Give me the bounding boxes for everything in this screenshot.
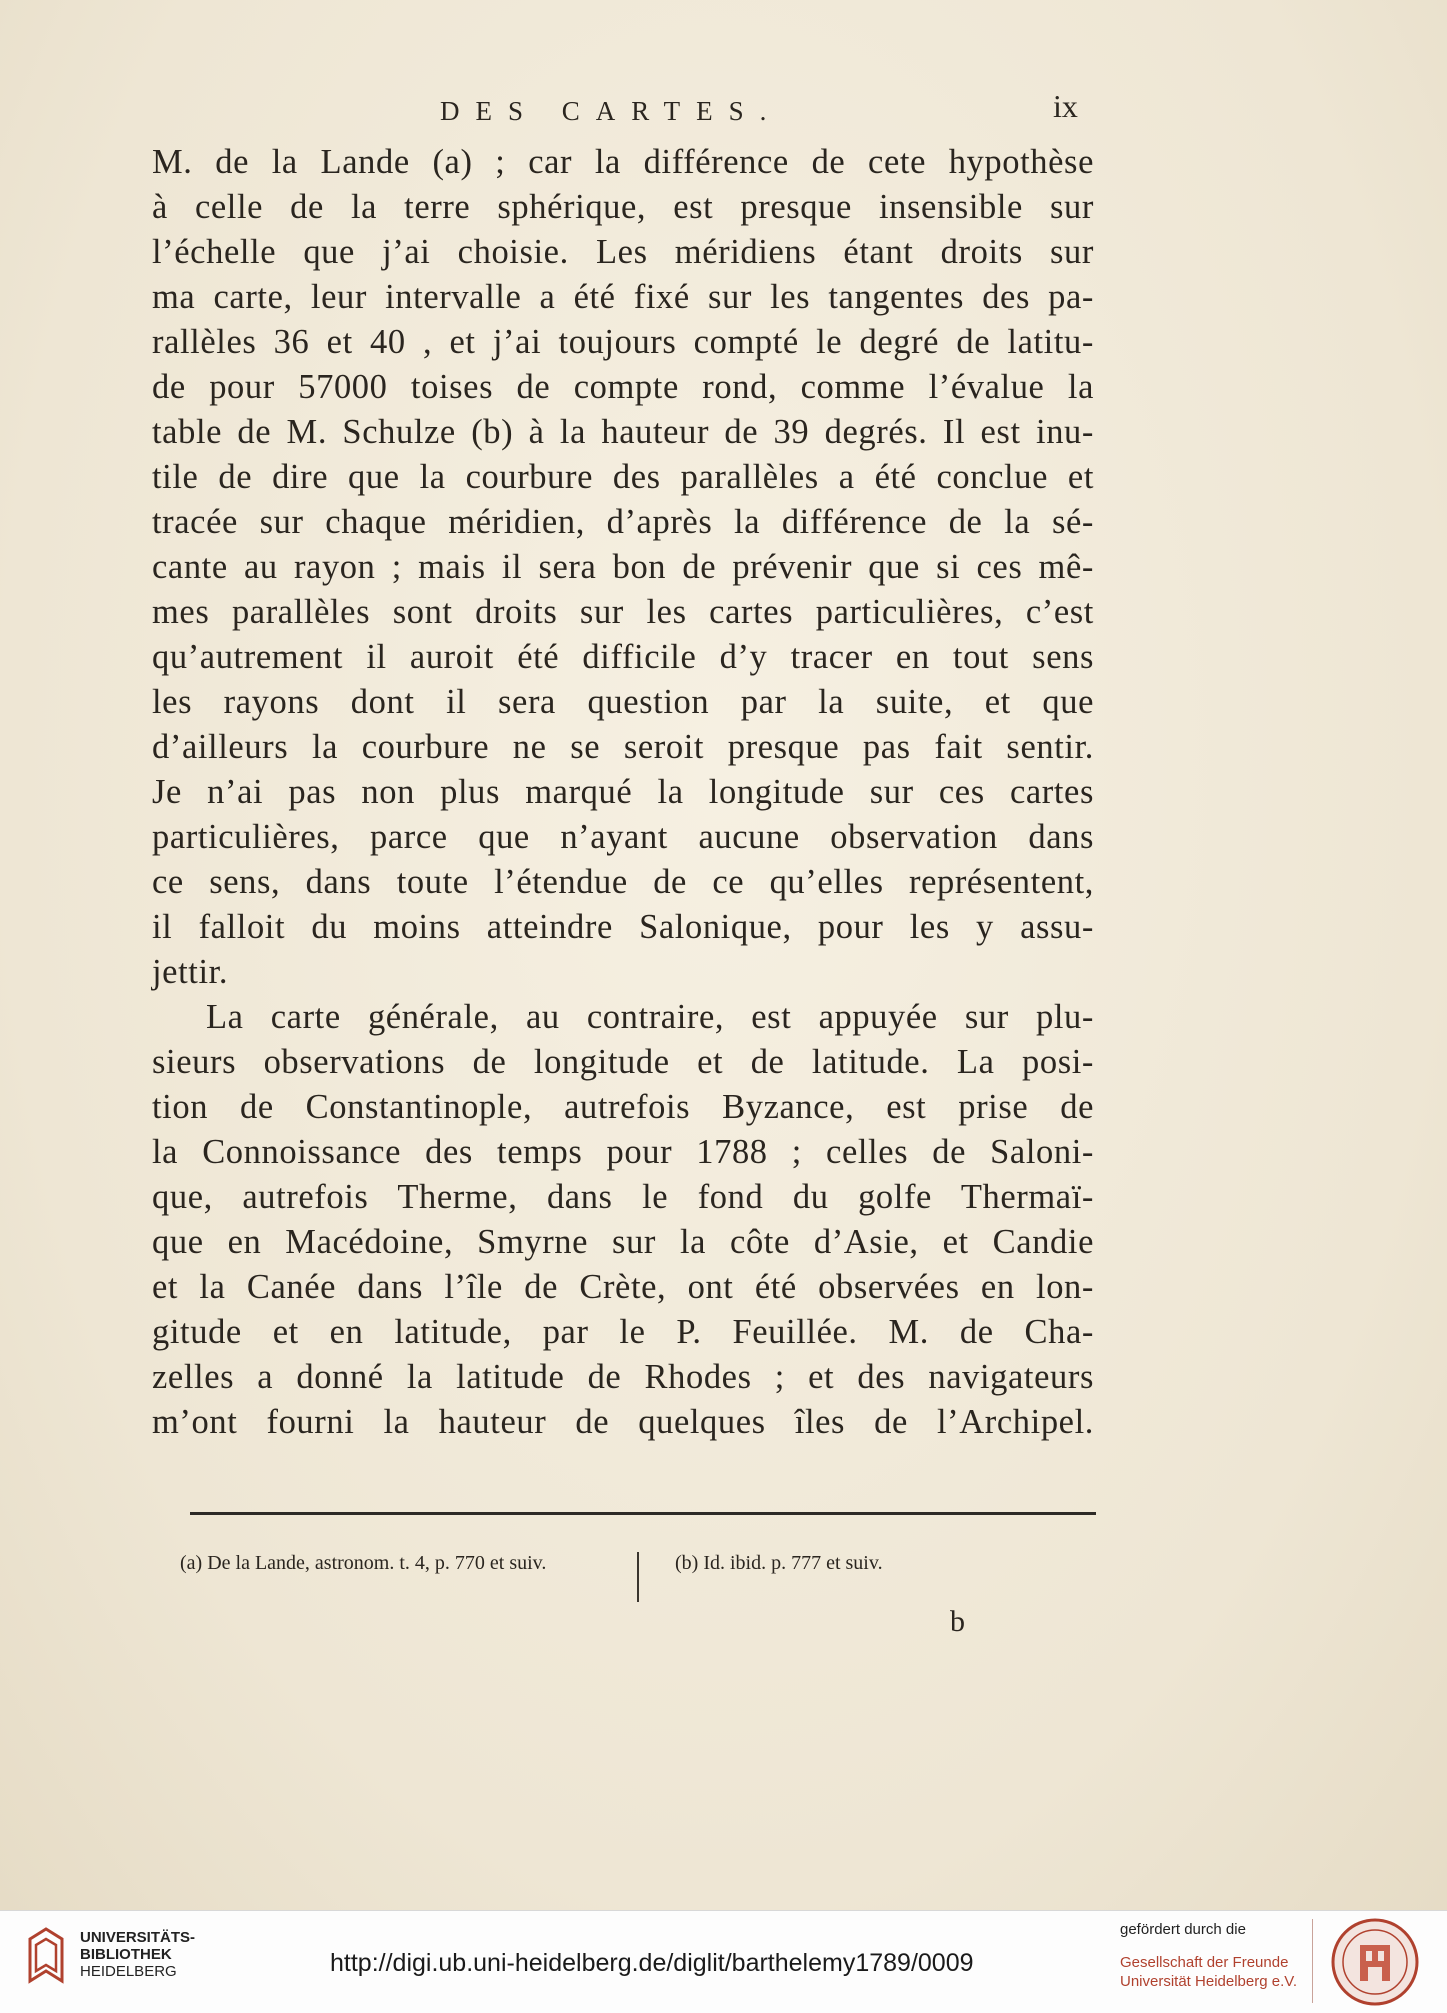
sponsor-line: Universität Heidelberg e.V. [1120,1973,1298,1990]
text-line: particulières, parce que n’ayant aucune observation dans [152,818,1094,856]
library-name [80,1929,195,1980]
permalink-url[interactable]: http://digi.ub.uni-heidelberg.de/diglit/barthelemy1789/0009 [330,1949,974,1977]
text-line: sieurs observations de longitude et de latitude. La posi- [152,1043,1094,1081]
library-line: HEIDELBERG [80,1963,177,1980]
text-line: jettir. [152,953,229,991]
text-line: il falloit du moins atteindre Salonique, pour les y assu- [152,908,1094,946]
text-line: que en Macédoine, Smyrne sur la côte d’Asie, et Candie [152,1223,1094,1261]
signature-mark: b [950,1605,965,1638]
sponsor-line: Gesellschaft der Freunde [1120,1954,1289,1971]
sponsor-name [1120,1953,1297,1991]
text-line: tion de Constantinople, autrefois Byzance, est prise de [152,1088,1094,1126]
text-line: ce sens, dans toute l’étendue de ce qu’elles représentent, [152,863,1094,901]
text-line: de pour 57000 toises de compte rond, comme l’évalue la [152,368,1094,406]
footnote-a: (a) De la Lande, astronom. t. 4, p. 770 et suiv. [180,1552,547,1574]
text-line: m’ont fourni la hauteur de quelques îles de l’Archipel. [152,1403,1094,1441]
text-line: tile de dire que la courbure des parallèles a été conclue et [152,458,1094,496]
text-line: les rayons dont il sera question par la suite, et que [152,683,1094,721]
page-number: ix [1053,88,1078,124]
library-line: BIBLIOTHEK [80,1946,172,1963]
text-line: gitude et en latitude, par le P. Feuillée. M. de Cha- [152,1313,1094,1351]
running-head: DES CARTES. [440,96,783,126]
text-line: Je n’ai pas non plus marqué la longitude sur ces cartes [152,773,1094,811]
library-line: UNIVERSITÄTS- [80,1929,196,1946]
text-line: rallèles 36 et 40 , et j’ai toujours compté le degré de latitu- [152,323,1094,361]
text-line: qu’autrement il auroit été difficile d’y tracer en tout sens [152,638,1094,676]
text-line: tracée sur chaque méridien, d’après la différence de la sé- [152,503,1094,541]
text-line: à celle de la terre sphérique, est presque insensible sur [152,188,1094,226]
library-logo-icon [24,1925,68,1985]
text-line: et la Canée dans l’île de Crète, ont été observées en lon- [152,1268,1094,1306]
text-line: que, autrefois Therme, dans le fond du golfe Thermaï- [152,1178,1094,1216]
text-line: ma carte, leur intervalle a été fixé sur les tangentes des pa- [152,278,1094,316]
text-line: mes parallèles sont droits sur les cartes particulières, c’est [152,593,1094,631]
text-line: La carte générale, au contraire, est appuyée sur plu- [206,998,1094,1036]
sponsor-label: gefördert durch die [1120,1921,1246,1938]
footer-bar [0,1910,1447,2013]
body-text [152,140,1094,1445]
footnote-divider [637,1552,639,1602]
text-line: la Connoissance des temps pour 1788 ; celles de Saloni- [152,1133,1094,1171]
text-line: zelles a donné la latitude de Rhodes ; et des navigateurs [152,1358,1094,1396]
university-seal-icon [1330,1917,1420,2007]
footnote-rule [190,1512,1096,1515]
footer-divider [1312,1919,1313,2003]
text-line: M. de la Lande (a) ; car la différence de cete hypothèse [152,143,1094,181]
text-line: cante au rayon ; mais il sera bon de prévenir que si ces mê- [152,548,1094,586]
text-line: l’échelle que j’ai choisie. Les méridiens étant droits sur [152,233,1094,271]
footnote-b: (b) Id. ibid. p. 777 et suiv. [675,1552,883,1574]
text-line: table de M. Schulze (b) à la hauteur de 39 degrés. Il est inu- [152,413,1094,451]
text-line: d’ailleurs la courbure ne se seroit presque pas fait sentir. [152,728,1094,766]
